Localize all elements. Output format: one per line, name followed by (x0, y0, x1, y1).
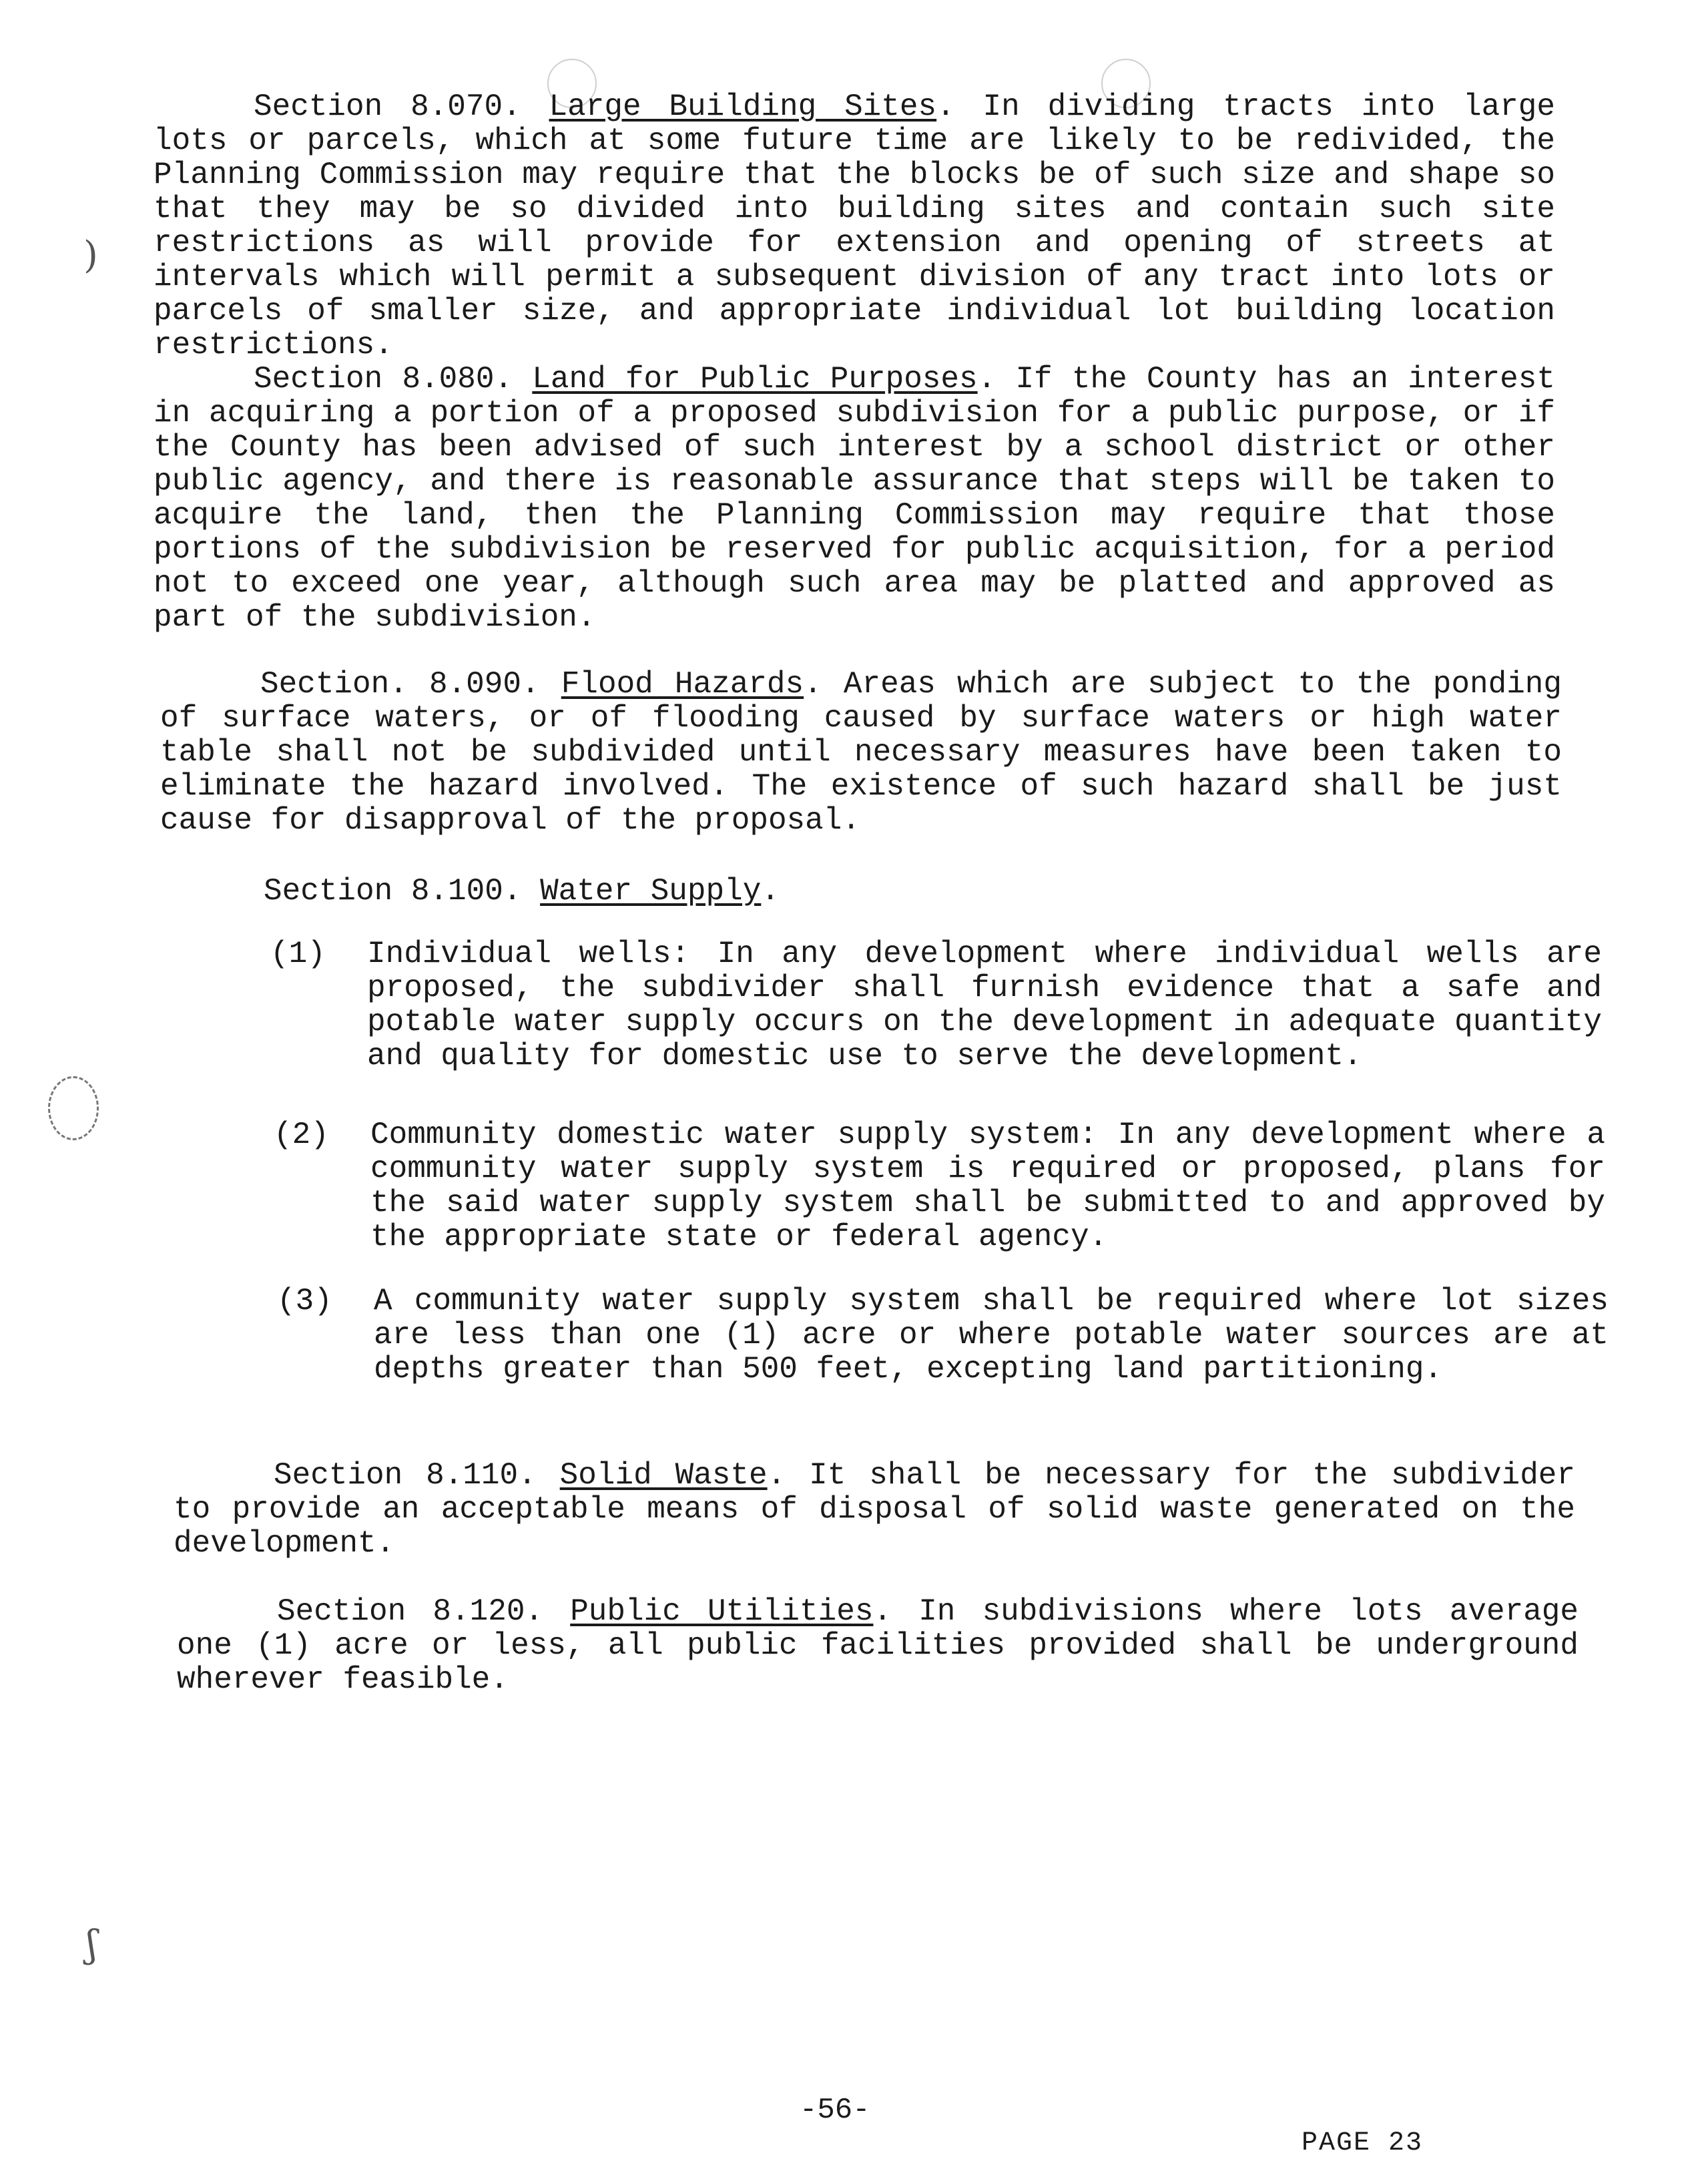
list-item (274, 1118, 1605, 1254)
section-title: Public Utilities (570, 1594, 874, 1629)
section-8-070 (154, 90, 1555, 362)
section-body: . In subdivisions where lots average one (1) acre or less, all public facilities provided shall be underground wherever feasible. (177, 1594, 1579, 1697)
section-label: Section 8.110. (274, 1458, 537, 1493)
margin-ring-mark (48, 1076, 99, 1140)
section-label: Section 8.080. (254, 362, 513, 397)
section-title: Flood Hazards (561, 667, 804, 702)
section-title: Land for Public Purposes (532, 362, 978, 397)
section-8-120 (177, 1595, 1579, 1697)
page-label: PAGE 23 (1302, 2128, 1424, 2158)
section-label: Section 8.100. (264, 874, 522, 909)
list-item-text: A community water supply system shall be required where lot sizes are less than one (1) acre or where potable water sources are at depths greater than 500 feet, excepting land partitioning. (374, 1284, 1609, 1387)
list-item-number: (3) (277, 1284, 332, 1318)
list-item-text: Community domestic water supply system: In any development where a community water supply system is required or proposed, plans for the said water supply system shall be submitted to and approved by the appropriate state or federal agency. (370, 1118, 1605, 1254)
margin-bracket-top: ) (83, 234, 98, 277)
section-label: Section 8.070. (254, 89, 521, 124)
section-body: . It shall be necessary for the subdivider to provide an acceptable means of disposal of solid waste generated on the development. (174, 1458, 1576, 1561)
list-item-number: (1) (270, 937, 326, 971)
section-title: Water Supply (540, 874, 762, 909)
section-label: Section. 8.090. (260, 667, 540, 702)
section-8-110 (174, 1459, 1575, 1561)
section-8-080 (154, 362, 1555, 635)
section-body: . (761, 874, 780, 909)
page-number: -56- (800, 2094, 870, 2127)
section-title: Large Building Sites (549, 89, 937, 124)
section-body: . If the County has an interest in acquiring a portion of a proposed subdivision for a public purpose, or if the County has been advised of such interest by a school district or other public agency, and there is reasonable assurance that steps will be taken to acquire the land, then the Planning Commission may require that those portions of the subdivision be reserved for public acquisition, for a period not to exceed one year, although such area may be platted and approved as part of the subdivision. (154, 362, 1555, 635)
list-item (277, 1284, 1609, 1387)
section-title: Solid Waste (559, 1458, 768, 1493)
margin-bracket-bottom: ʃ (87, 1923, 97, 1966)
list-item-text: Individual wells: In any development where individual wells are proposed, the subdivider shall furnish evidence that a safe and potable water supply occurs on the development in adequate quantity and quality for domestic use to serve the development. (367, 937, 1602, 1073)
section-8-100 (264, 875, 780, 909)
section-8-090 (160, 668, 1562, 838)
section-body: . Areas which are subject to the ponding of surface waters, or of flooding caused by surface waters or high water table shall not be subdivided until necessary measures have been taken to eliminate the hazard involved. The existence of such hazard shall be just cause for disapproval of the proposal. (160, 667, 1562, 838)
list-item-number: (2) (274, 1118, 329, 1152)
section-label: Section 8.120. (277, 1594, 544, 1629)
list-item (270, 937, 1602, 1073)
section-body: . In dividing tracts into large lots or parcels, which at some future time are likely to be redivided, the Planning Commission may require that the blocks be of such size and shape so that they may be so divided into building sites and contain such site restrictions as will provide for extension and opening of streets at intervals which will permit a subsequent division of any tract into lots or parcels of smaller size, and appropriate individual lot building location restrictions. (154, 89, 1556, 362)
